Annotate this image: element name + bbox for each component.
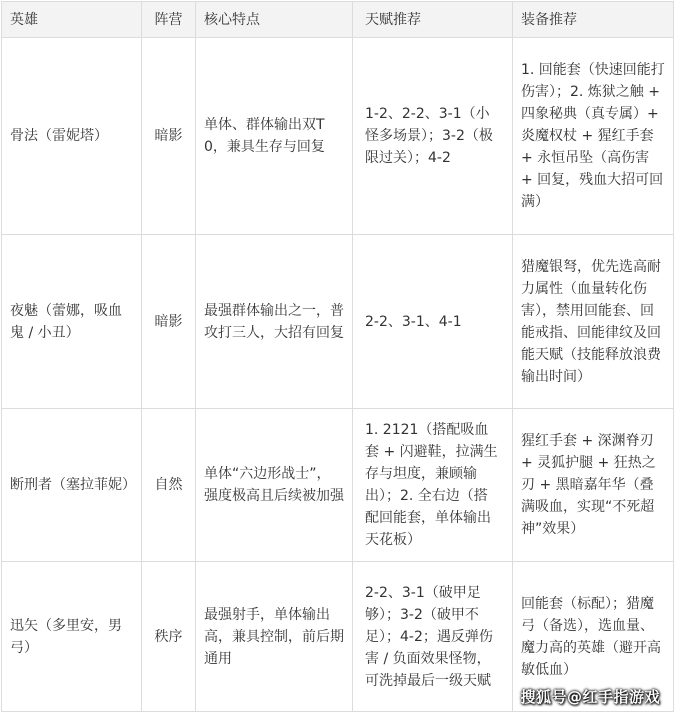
talents-cell: 1-2、2-2、3-1（小怪多场景）；3-2（极限过关）；4-2: [353, 38, 513, 235]
talents-cell: 2-2、3-1、4-1: [353, 235, 513, 409]
table-row: [2, 235, 674, 409]
traits-cell: 最强射手，单体输出高，兼具控制，前后期通用: [196, 562, 353, 712]
faction-cell: 秩序: [142, 562, 196, 712]
equipment-cell: 1. 回能套（快速回能打伤害）；2. 炼狱之触 + 四象秘典（真专属）+ 炎魔权杖 + 猩红手套 + 永恒吊坠（高伤害 + 回复，残血大招可回满）: [513, 38, 674, 235]
table-row: [2, 38, 674, 235]
watermark: 搜狐号@红手指游戏: [520, 688, 660, 706]
traits-cell: 最强群体输出之一，普攻打三人，大招有回复: [196, 235, 353, 409]
hero-cell: 夜魅（蕾娜，吸血鬼 / 小丑）: [2, 235, 142, 409]
traits-cell: 单体、群体输出双T0，兼具生存与回复: [196, 38, 353, 235]
header-hero: 英雄: [2, 2, 142, 38]
hero-recommendation-table: [1, 1, 674, 712]
header-equipment: 装备推荐: [513, 2, 674, 38]
equipment-cell: 猩红手套 + 深渊脊刃 + 灵狐护腿 + 狂热之刃 + 黑暗嘉年华（叠满吸血，实现“不死超神”效果）: [513, 409, 674, 562]
talents-cell: 2-2、3-1（破甲足够）；3-2（破甲不足）；4-2；遇反弹伤害 / 负面效果怪物，可洗掉最后一级天赋: [353, 562, 513, 712]
table-header-row: [2, 2, 674, 38]
header-traits: 核心特点: [196, 2, 353, 38]
equipment-cell: 回能套（标配）；猎魔弓（备选），选血量、魔力高的英雄（避开高敏低血）: [513, 562, 674, 712]
hero-cell: 断刑者（塞拉菲妮）: [2, 409, 142, 562]
traits-cell: 单体“六边形战士”，强度极高且后续被加强: [196, 409, 353, 562]
faction-cell: 自然: [142, 409, 196, 562]
header-talents: 天赋推荐: [353, 2, 513, 38]
table-row: [2, 409, 674, 562]
hero-cell: 骨法（雷妮塔）: [2, 38, 142, 235]
equipment-cell: 猎魔银弩，优先选高耐力属性（血量转化伤害），禁用回能套、回能戒指、回能律纹及回能天赋（技能释放浪费输出时间）: [513, 235, 674, 409]
talents-cell: 1. 2121（搭配吸血套 + 闪避鞋，拉满生存与坦度，兼顾输出）；2. 全右边（搭配回能套，单体输出天花板）: [353, 409, 513, 562]
hero-cell: 迅矢（多里安，男弓）: [2, 562, 142, 712]
header-faction: 阵营: [142, 2, 196, 38]
faction-cell: 暗影: [142, 235, 196, 409]
faction-cell: 暗影: [142, 38, 196, 235]
